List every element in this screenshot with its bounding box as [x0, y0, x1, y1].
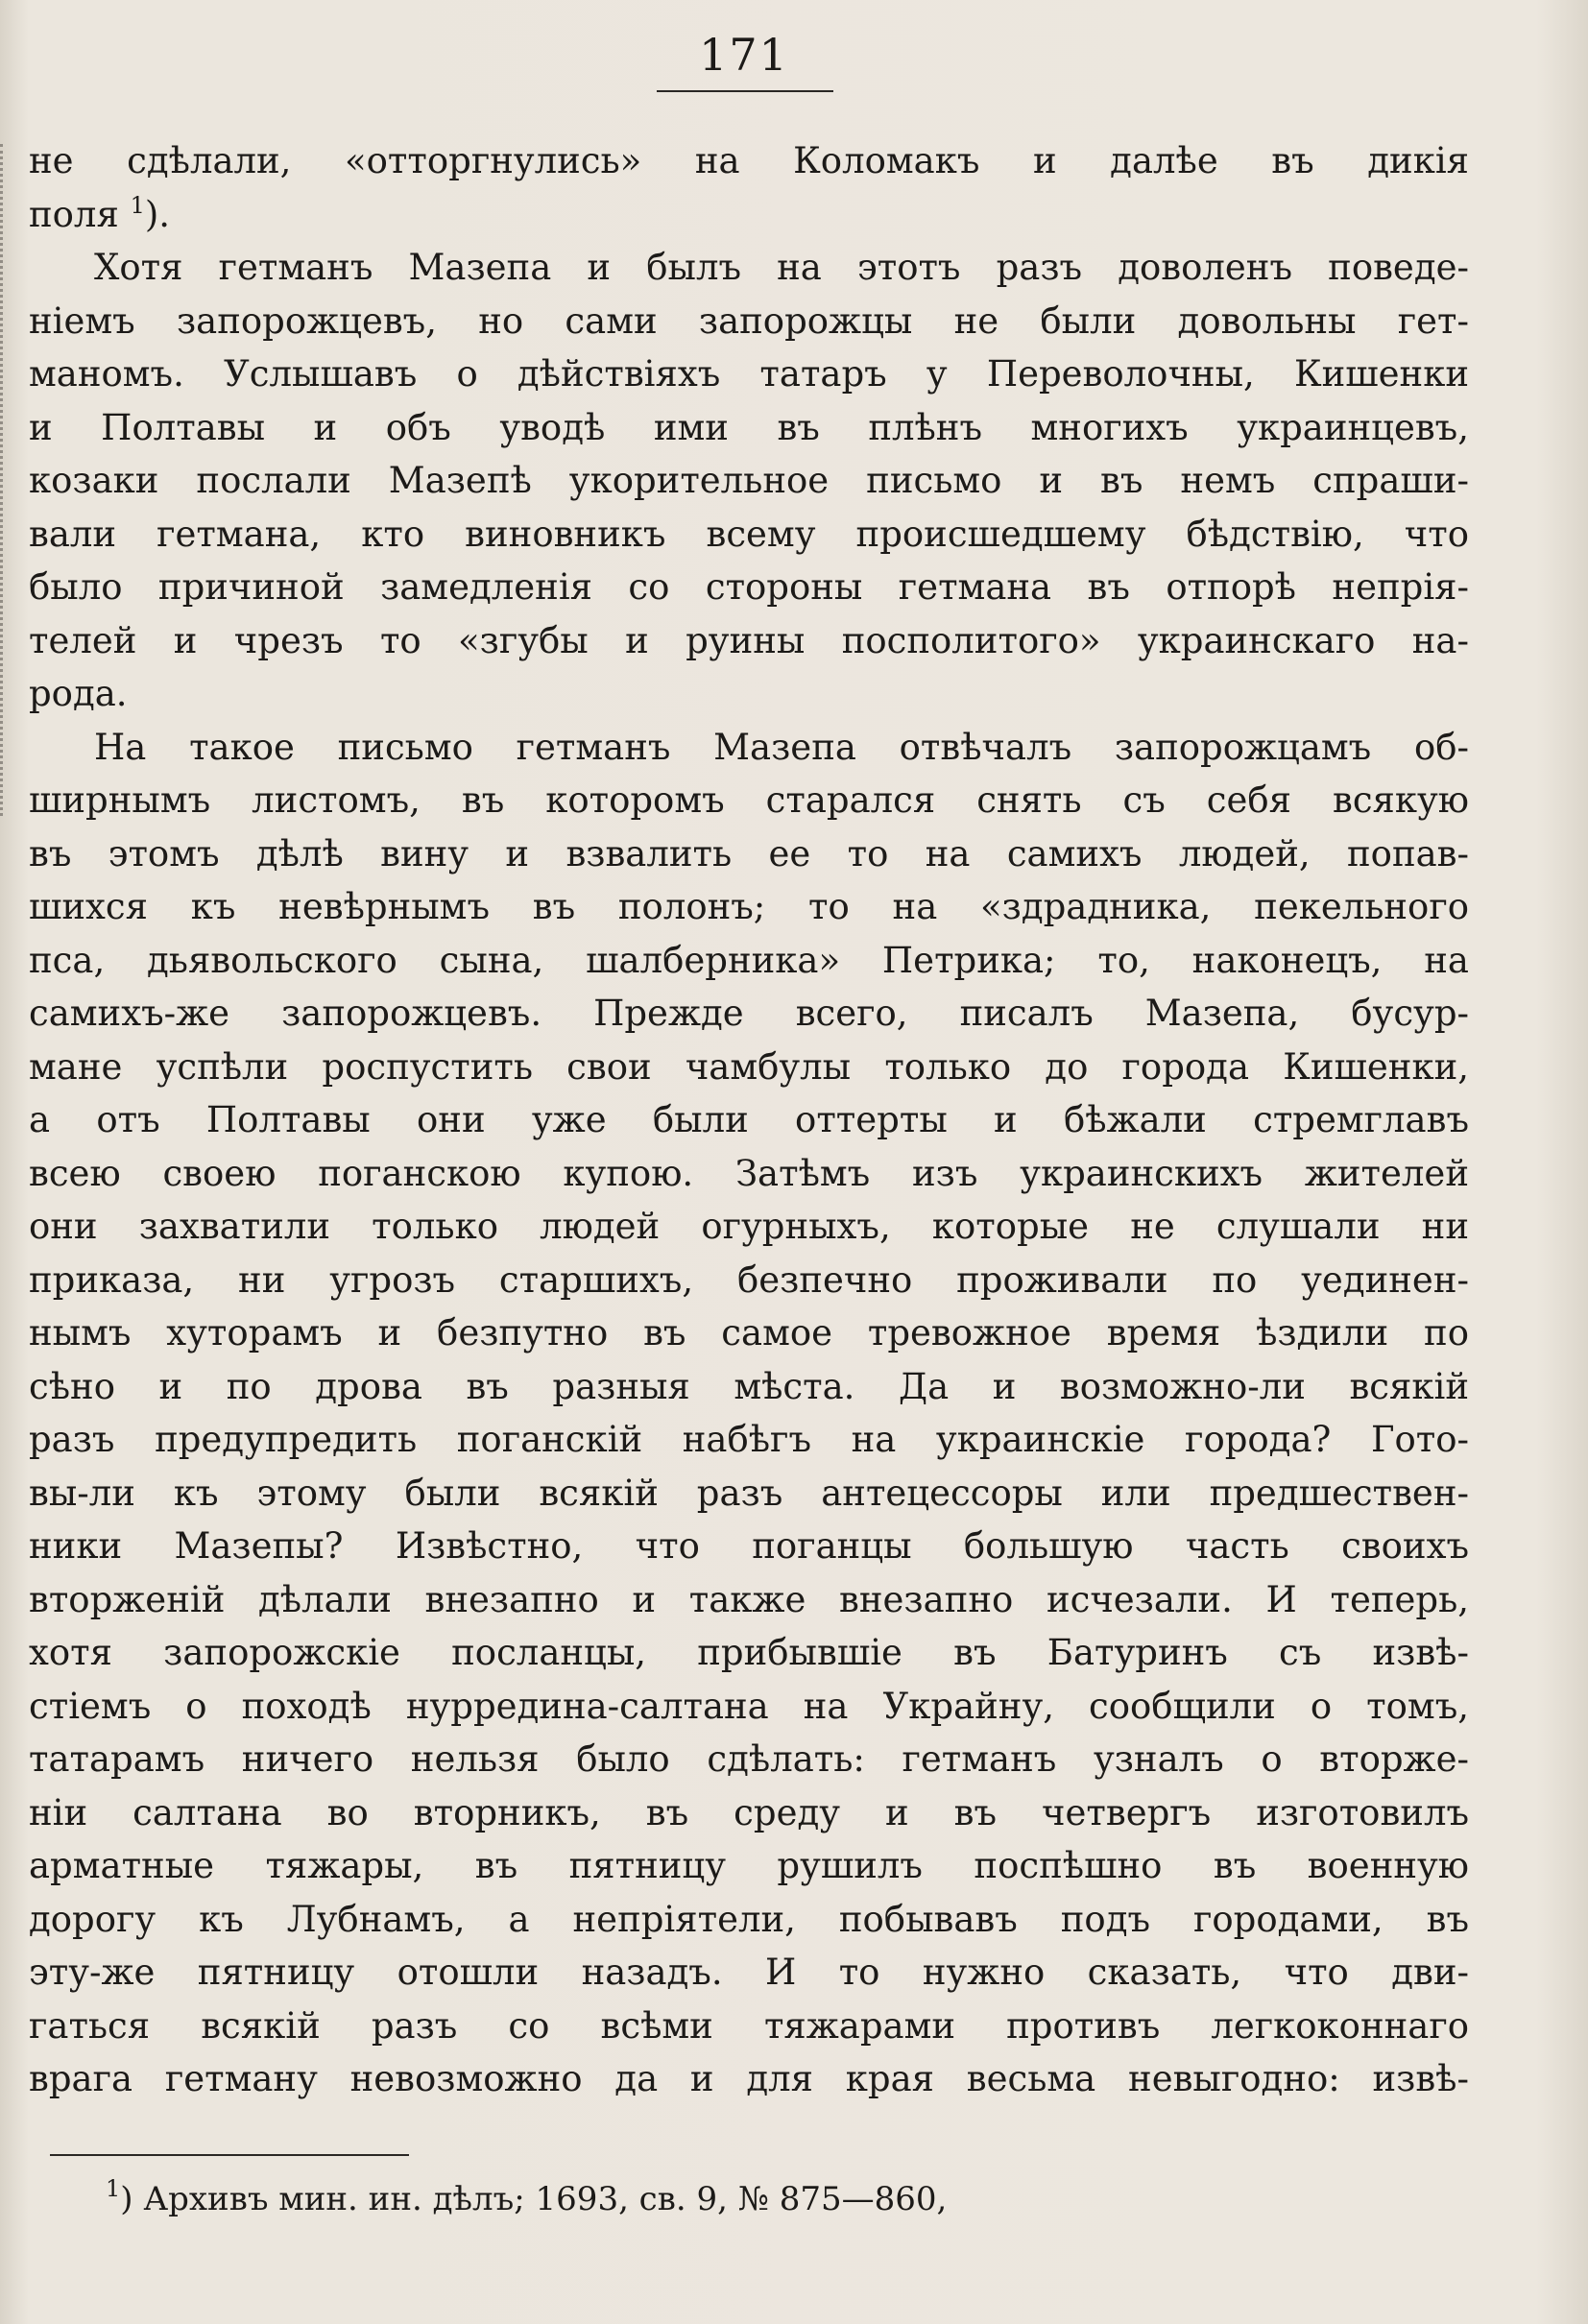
- text-line: всею своею поганскою купою. Затѣмъ изъ украинскихъ жителей: [29, 1152, 1469, 1194]
- text-line: гаться всякій разъ со всѣми тяжарами противъ легкоконнаго: [29, 2004, 1469, 2047]
- text-line: и Полтавы и объ уводѣ ими въ плѣнъ многихъ украинцевъ,: [29, 406, 1469, 448]
- text-line: самихъ-же запорожцевъ. Прежде всего, писалъ Мазепа, бусур-: [29, 993, 1469, 1034]
- text-line: ніи салтана во вторникъ, въ среду и въ четвергъ изготовилъ: [29, 1791, 1469, 1833]
- text-line: татарамъ ничего нельзя было сдѣлать: гетманъ узналъ о вторже-: [29, 1738, 1469, 1780]
- text-line: эту-же пятницу отошли назадъ. И то нужно сказать, что дви-: [29, 1952, 1469, 1993]
- text-line: стіемъ о походѣ нурредина-салтана на Украйну, сообщили о томъ,: [29, 1685, 1469, 1727]
- text-line: козаки послали Мазепѣ укорительное письмо и въ немъ спраши-: [29, 460, 1469, 501]
- text-line: Хотя гетманъ Мазепа и былъ на этотъ разъ доволенъ поведе-: [94, 247, 1469, 288]
- text-line: врага гетману невозможно да и для края весьма невыгодно: извѣ-: [29, 2058, 1469, 2099]
- binding-edge: [0, 144, 9, 816]
- footnote: $^1$) Архивъ мин. ин. дѣлъ; 1693, св. 9, № 875—860,: [106, 2175, 948, 2218]
- text-line: поля $^1$).: [29, 191, 171, 235]
- text-line: вали гетмана, кто виновникъ всему происшедшему бѣдствію, что: [29, 513, 1469, 555]
- text-line: нымъ хуторамъ и безпутно въ самое тревожное время ѣздили по: [29, 1312, 1469, 1354]
- footnote-marker: 1: [106, 2175, 121, 2202]
- text-line: вы-ли къ этому были всякій разъ антецессоры или предшествен-: [29, 1472, 1469, 1514]
- text-line-content: поля: [29, 193, 119, 235]
- text-line: приказа, ни угрозъ старшихъ, безпечно проживали по уединен-: [29, 1258, 1469, 1301]
- footnote-rule: [50, 2154, 409, 2156]
- text-line: въ этомъ дѣлѣ вину и взвалить ее то на самихъ людей, попав-: [29, 832, 1469, 874]
- text-line: не сдѣлали, «отторгнулись» на Коломакъ и далѣе въ дикія: [29, 140, 1469, 181]
- text-line: они захватили только людей огурныхъ, которые не слушали ни: [29, 1206, 1469, 1247]
- text-line: шихся къ невѣрнымъ въ полонъ; то на «здрадника, пекельного: [29, 886, 1469, 927]
- text-line: На такое письмо гетманъ Мазепа отвѣчалъ запорожцамъ об-: [94, 726, 1469, 768]
- text-line: ники Мазепы? Извѣстно, что поганцы большую часть своихъ: [29, 1525, 1469, 1567]
- text-line: сѣно и по дрова въ разныя мѣста. Да и возможно-ли всякій: [29, 1365, 1469, 1407]
- text-line: разъ предупредить поганскій набѣгъ на украинскіе города? Гото-: [29, 1419, 1469, 1460]
- text-line: было причиной замедленія со стороны гетмана въ отпорѣ непрія-: [29, 566, 1469, 608]
- footnote-text: Архивъ мин. ин. дѣлъ; 1693, св. 9, № 875—860,: [143, 2180, 948, 2218]
- text-line: вторженій дѣлали внезапно и также внезапно исчезали. И теперь,: [29, 1578, 1469, 1620]
- text-line: дорогу къ Лубнамъ, а непріятели, побывавъ подъ городами, въ: [29, 1898, 1469, 1940]
- text-line: мане успѣли роспустить свои чамбулы только до города Кишенки,: [29, 1045, 1469, 1088]
- text-line: ніемъ запорожцевъ, но сами запорожцы не были довольны гет-: [29, 299, 1469, 342]
- footnote-reference: 1: [130, 191, 145, 219]
- text-line: ширнымъ листомъ, въ которомъ старался снять съ себя всякую: [29, 779, 1469, 821]
- page-number: 171: [699, 29, 789, 81]
- text-line: маномъ. Услышавъ о дѣйствіяхъ татаръ у Переволочны, Кишенки: [29, 353, 1469, 395]
- text-line: телей и чрезъ то «згубы и руины посполитого» украинскаго на-: [29, 619, 1469, 661]
- page-number-rule: [657, 90, 833, 92]
- text-line: пса, дьявольского сына, шалберника» Петрика; то, наконецъ, на: [29, 939, 1469, 981]
- text-line: а отъ Полтавы они уже были оттерты и бѣжали стремглавъ: [29, 1099, 1469, 1140]
- text-line: рода.: [29, 673, 128, 714]
- text-line: арматные тяжары, въ пятницу рушилъ поспѣшно въ военную: [29, 1845, 1469, 1886]
- body-text: [29, 134, 1469, 2106]
- text-line: хотя запорожскіе посланцы, прибывшіе въ Батуринъ съ извѣ-: [29, 1632, 1469, 1673]
